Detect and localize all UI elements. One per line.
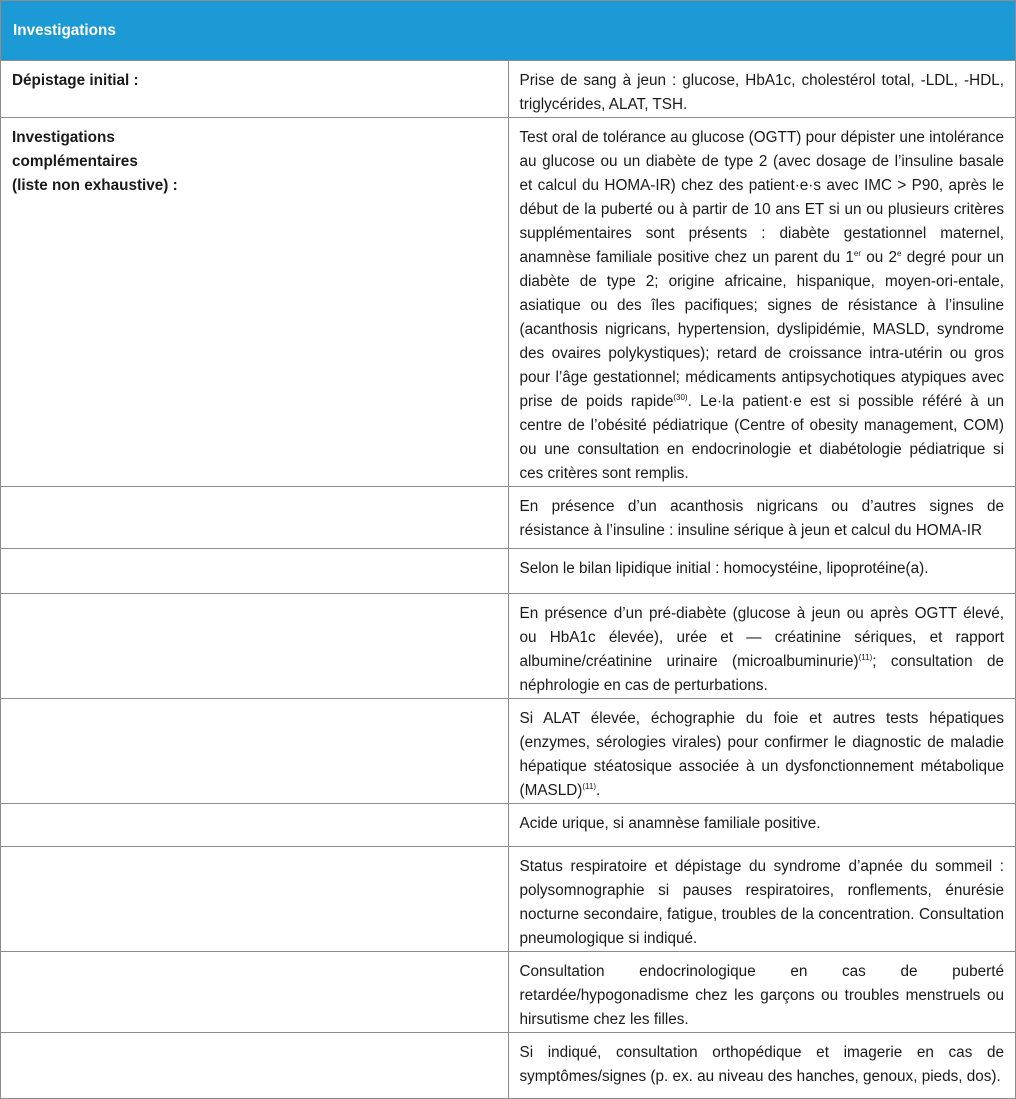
row-content: Status respiratoire et dépistage du syndrome d’apnée du sommeil : polysomnographie si pauses respiratoires, ronflements, énurésie nocturne secondaire, fatigue, troubles de la concentration. Consultation pneumologique si indiqué.: [508, 847, 1016, 952]
row-label: [1, 952, 509, 1033]
row-content: En présence d’un acanthosis nigricans ou d’autres signes de résistance à l’insuline : insuline sérique à jeun et calcul du HOMA-IR: [508, 487, 1016, 549]
table-row: [1, 1033, 1016, 1099]
table-row: [1, 594, 1016, 699]
table-header-row: [1, 1, 1016, 61]
table-row: [1, 549, 1016, 594]
row-content: Consultation endocrinologique en cas de puberté retardée/hypogonadisme chez les garçons ou troubles menstruels ou hirsutisme chez les filles.: [508, 952, 1016, 1033]
row-label: [1, 487, 509, 549]
row-label: [1, 699, 509, 804]
row-label: [1, 1033, 509, 1099]
row-content: Si indiqué, consultation orthopédique et imagerie en cas de symptômes/signes (p. ex. au niveau des hanches, genoux, pieds, dos).: [508, 1033, 1016, 1099]
row-label: [1, 804, 509, 847]
row-label: Dépistage initial :: [1, 61, 509, 118]
row-content: Acide urique, si anamnèse familiale positive.: [508, 804, 1016, 847]
table-row: [1, 118, 1016, 487]
row-content: Test oral de tolérance au glucose (OGTT) pour dépister une intolérance au glucose ou un diabète de type 2 (avec dosage de l’insuline basale et calcul du HOMA-IR) chez des patient·e·s avec IMC > P90, après le début de la puberté ou à partir de 10 ans ET si un ou plusieurs critères supplémentaires sont présents : diabète gestationnel maternel, anamnèse familiale positive chez un parent du 1er ou 2e degré pour un diabète de type 2; origine africaine, hispanique, moyen-ori-entale, asiatique ou des îles pacifiques; signes de résistance à l’insuline (acanthosis nigricans, hypertension, dyslipidémie, MASLD, syndrome des ovaires polykystiques); retard de croissance intra-utérin ou gros pour l’âge gestationnel; médicaments antipsychotiques atypiques avec prise de poids rapide$^{(30)}$. Le·la patient·e est si possible référé à un centre de l’obésité pédiatrique (Centre of obesity management, COM) ou une consultation en endocrinologie et diabétologie pédiatrique si ces critères sont remplis.: [508, 118, 1016, 487]
table-row: [1, 61, 1016, 118]
table-row: [1, 952, 1016, 1033]
table-row: [1, 699, 1016, 804]
reference-citation: (11): [582, 781, 597, 791]
table-row: [1, 487, 1016, 549]
reference-citation: (30): [673, 392, 688, 402]
table-row: [1, 804, 1016, 847]
row-content: Selon le bilan lipidique initial : homocystéine, lipoprotéine(a).: [508, 549, 1016, 594]
row-label: [1, 594, 509, 699]
row-label: [1, 847, 509, 952]
reference-citation: (11): [858, 652, 873, 662]
row-content: Prise de sang à jeun : glucose, HbA1c, cholestérol total, -LDL, -HDL, triglycérides, ALAT, TSH.: [508, 61, 1016, 118]
table-title: Investigations: [1, 1, 1016, 61]
row-label: [1, 549, 509, 594]
row-content: En présence d’un pré-diabète (glucose à jeun ou après OGTT élevé, ou HbA1c élevée), urée et — créatinine sériques, et rapport albumine/créatinine urinaire (microalbuminurie)$^{(11)}$; consultation de néphrologie en cas de perturbations.: [508, 594, 1016, 699]
row-content: Si ALAT élevée, échographie du foie et autres tests hépatiques (enzymes, sérologies virales) pour confirmer le diagnostic de maladie hépatique stéatosique associée à un dysfonctionnement métabolique (MASLD)$^{(11)}$.: [508, 699, 1016, 804]
table-row: [1, 847, 1016, 952]
row-label: Investigations complémentaires (liste non exhaustive) :: [1, 118, 509, 487]
